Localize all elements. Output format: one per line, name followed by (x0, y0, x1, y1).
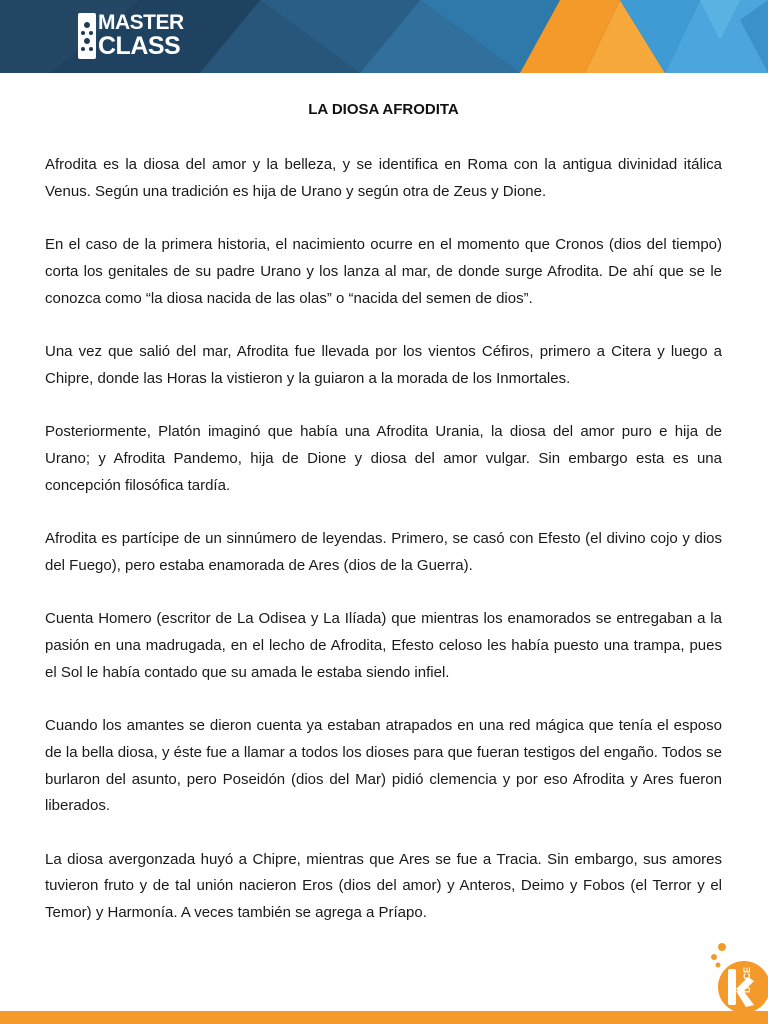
footer-bar (0, 1011, 768, 1024)
masterclass-logo[interactable] (78, 11, 184, 62)
paragraph-8: La diosa avergonzada huyó a Chipre, mientras que Ares se fue a Tracia. Sin embargo, sus amores tuvieron fruto y de tal unión nacieron Eros (dios del amor) y Anteros, Deimo y Fobos (el Terror y el Temor) y Harmonía. A veces también se agrega a Príapo. (45, 850, 722, 922)
paragraph-5: Afrodita es partícipe de un sinnúmero de leyendas. Primero, se casó con Efesto (el divino cojo y dios del Fuego), pero estaba enamorada de Ares (dios de la Guerra). (45, 529, 722, 574)
document-body (45, 99, 722, 954)
document-title: LA DIOSA AFRODITA (308, 101, 459, 118)
logo-text: DOCE (742, 966, 752, 993)
paragraph-4: Posteriormente, Platón imaginó que había una Afrodita Urania, la diosa del amor puro e hija de Urano; y Afrodita Pandemo, hija de Dione y diosa del amor vulgar. Sin embargo esta es una concepción filosófica tardía. (45, 423, 722, 494)
paragraph-1: Afrodita es la diosa del amor y la belleza, y se identifica en Roma con la antigua divinidad itálica Venus. Según una tradición es hija de Urano y según otra de Zeus y Dione. (45, 156, 722, 200)
header-banner (0, 0, 768, 73)
logo-line-master: MASTER (98, 11, 184, 34)
logo-wordmark (98, 12, 184, 58)
logo-line-class: CLASS (98, 32, 181, 60)
paragraph-3: Una vez que salió del mar, Afrodita fue llevada por los vientos Céfiros, primero a Citera y luego a Chipre, donde las Horas la vistieron y la guiaron a la morada de los Inmortales. (45, 342, 722, 387)
kdoce-logo[interactable] (700, 935, 768, 1015)
paragraph-2: En el caso de la primera historia, el nacimiento ocurre en el momento que Cronos (dios del tiempo) corta los genitales de su padre Urano y los lanza al mar, de donde surge Afrodita. De ahí que se le conozca como “la diosa nacida de las olas” o “nacida del semen de dios”. (45, 236, 722, 307)
kdoce-logo-icon (700, 935, 768, 1015)
paragraph-7: Cuando los amantes se dieron cuenta ya estaban atrapados en una red mágica que tenía el esposo de la bella diosa, y éste fue a llamar a todos los dioses para que fueran testigos del engaño. Todos se burlaron del asunto, pero Poseidón (dios del Mar) pidió clemencia y por eso Afrodita y Ares fueron liberados. (45, 716, 722, 815)
paragraph-6: Cuenta Homero (escritor de La Odisea y La Ilíada) que mientras los enamorados se entregaban a la pasión en una madrugada, en el lecho de Afrodita, Efesto celoso les había puesto una trampa, pues el Sol le había contado que su amada le estaba siendo infiel. (45, 610, 722, 681)
logo-badge-icon (78, 13, 96, 59)
